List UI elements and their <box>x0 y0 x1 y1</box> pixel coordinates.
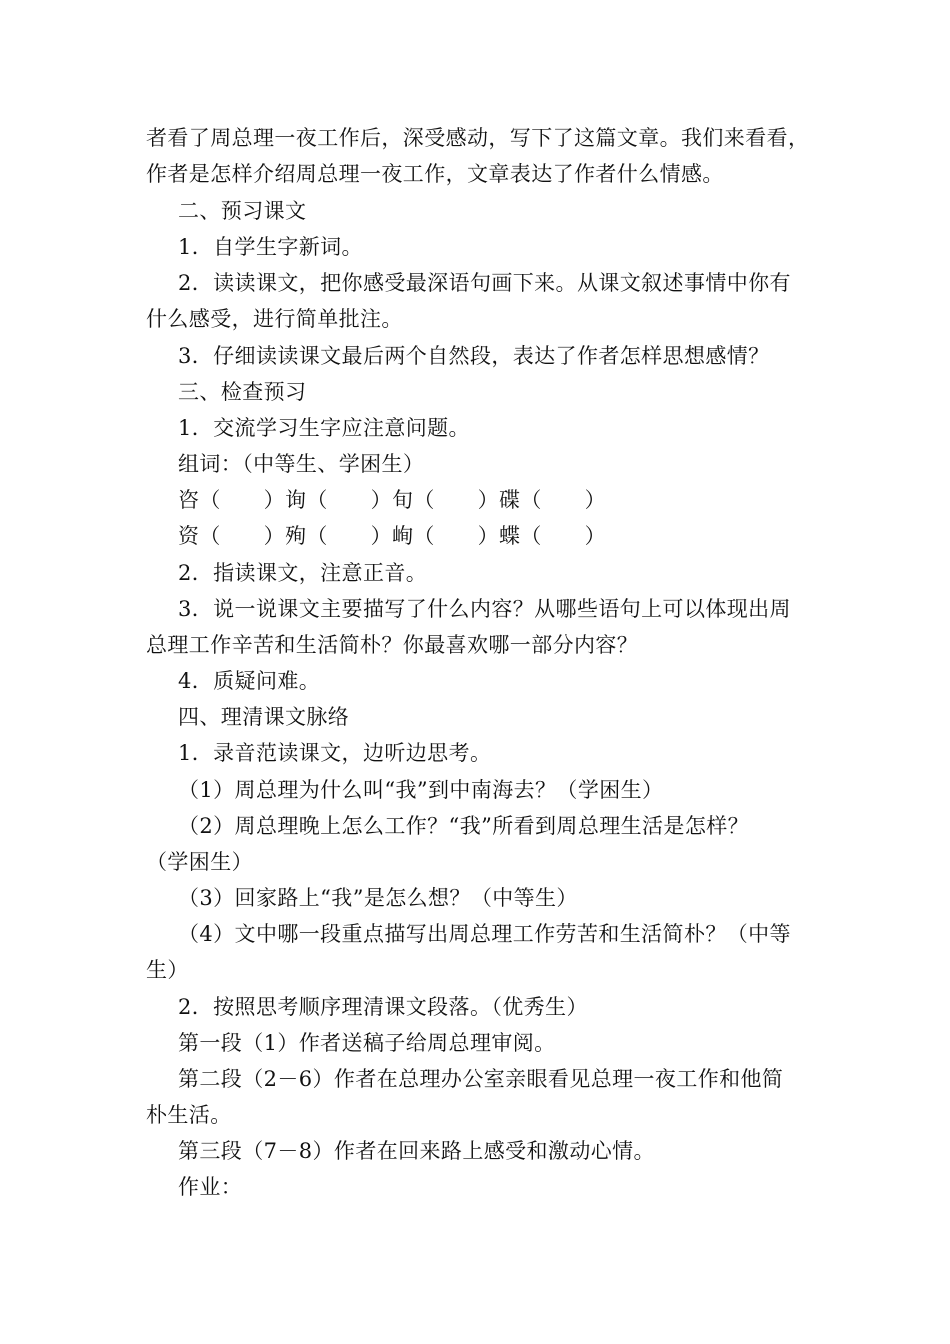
text-line: 作者是怎样介绍周总理一夜工作，文章表达了作者什么情感。 <box>146 162 724 186</box>
text-line: 第二段（2－6）作者在总理办公室亲眼看见总理一夜工作和他简 <box>178 1067 784 1091</box>
text-line: 1．自学生字新词。 <box>178 235 363 259</box>
text-line: 2．指读课文，注意正音。 <box>178 561 428 585</box>
section-heading: 四、理清课文脉络 <box>178 705 350 729</box>
word-exercise-row: 咨（ ）询（ ）旬（ ）碟（ ） <box>178 488 606 512</box>
text-line: 生） <box>146 958 189 982</box>
text-line: 第一段（1）作者送稿子给周总理审阅。 <box>178 1031 556 1055</box>
text-line: 2．读读课文，把你感受最深语句画下来。从课文叙述事情中你有 <box>178 271 791 295</box>
question-line: （4）文中哪一段重点描写出周总理工作劳苦和生活简朴？（中等 <box>178 922 791 946</box>
text-line: 1．交流学习生字应注意问题。 <box>178 416 470 440</box>
text-line: （学困生） <box>146 850 253 874</box>
text-line: 3．仔细读读课文最后两个自然段，表达了作者怎样思想感情？ <box>178 344 770 368</box>
section-heading: 三、检查预习 <box>178 380 307 404</box>
text-line: 朴生活。 <box>146 1103 232 1127</box>
text-line: 第三段（7－8）作者在回来路上感受和激动心情。 <box>178 1139 655 1163</box>
question-line: （1）周总理为什么叫“我”到中南海去？（学困生） <box>178 778 664 802</box>
section-heading: 二、预习课文 <box>178 199 307 223</box>
question-line: （3）回家路上“我”是怎么想？（中等生） <box>178 886 578 910</box>
word-exercise-row: 资（ ）殉（ ）峋（ ）蝶（ ） <box>178 524 606 548</box>
text-line: 者看了周总理一夜工作后，深受感动，写下了这篇文章。我们来看看， <box>146 126 810 150</box>
text-line: 组词：（中等生、学困生） <box>178 452 425 476</box>
text-line: 什么感受，进行简单批注。 <box>146 307 403 331</box>
text-line: 3．说一说课文主要描写了什么内容？从哪些语句上可以体现出周 <box>178 597 791 621</box>
question-line: （2）周总理晚上怎么工作？“我”所看到周总理生活是怎样？ <box>178 814 750 838</box>
text-line: 1．录音范读课文，边听边思考。 <box>178 741 492 765</box>
text-line: 4．质疑问难。 <box>178 669 321 693</box>
homework-heading: 作业： <box>178 1175 243 1199</box>
text-line: 2．按照思考顺序理清课文段落。（优秀生） <box>178 995 588 1019</box>
text-line: 总理工作辛苦和生活简朴？你最喜欢哪一部分内容？ <box>146 633 639 657</box>
